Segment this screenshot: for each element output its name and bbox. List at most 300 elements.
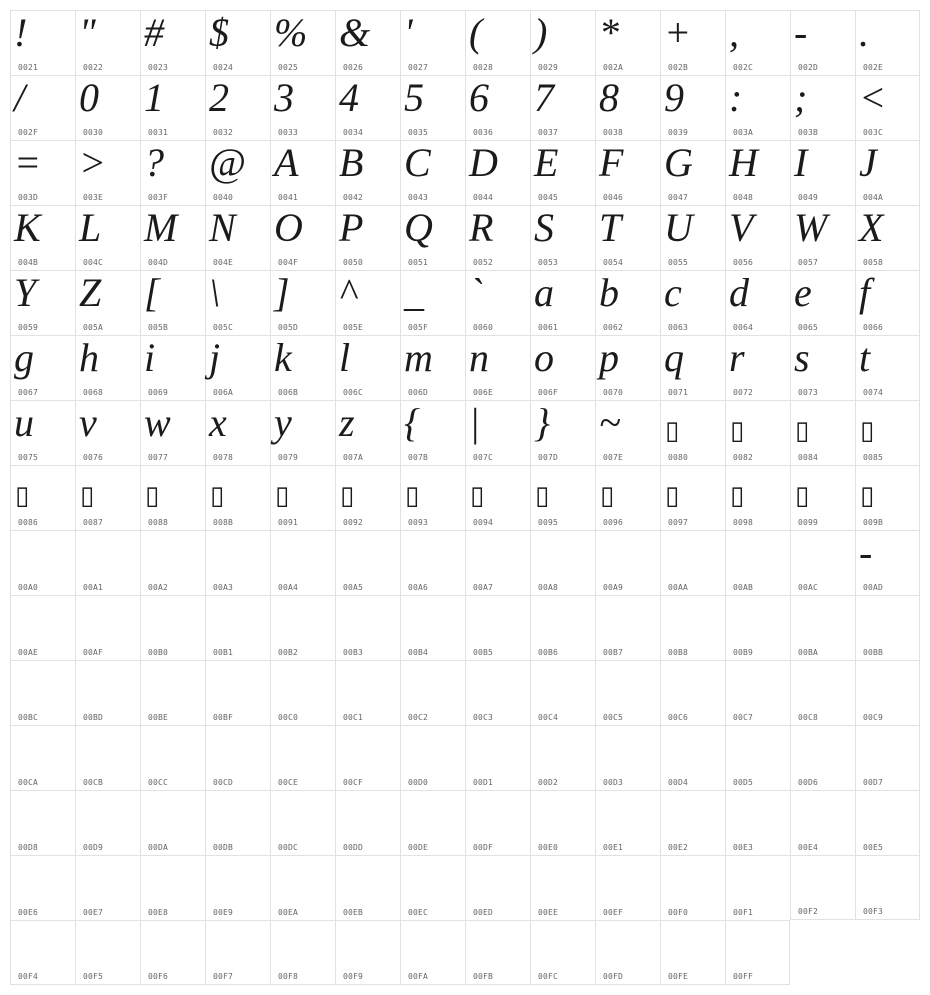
glyph-cell bbox=[205, 855, 270, 920]
glyph-code-label: 0051 bbox=[408, 258, 429, 267]
glyph-cell bbox=[270, 465, 335, 530]
glyph-code-label: 0056 bbox=[733, 258, 754, 267]
glyph-code-label: 00F9 bbox=[343, 972, 364, 981]
glyph-code-label: 00B6 bbox=[538, 648, 559, 657]
glyph-sample: R bbox=[469, 205, 494, 250]
glyph-code-label: 003D bbox=[18, 193, 39, 202]
glyph-cell bbox=[335, 530, 400, 595]
glyph-cell bbox=[855, 400, 920, 465]
glyph-sample: ▯ bbox=[275, 481, 290, 511]
glyph-code-label: 002D bbox=[798, 63, 819, 72]
glyph-cell bbox=[205, 790, 270, 855]
glyph-cell bbox=[725, 465, 790, 530]
glyph-cell bbox=[725, 270, 790, 335]
glyph-cell bbox=[10, 75, 75, 140]
glyph-code-label: 0088 bbox=[148, 518, 169, 527]
glyph-cell bbox=[790, 270, 855, 335]
glyph-code-label: 0037 bbox=[538, 128, 559, 137]
glyph-code-label: 005E bbox=[343, 323, 364, 332]
glyph-sample: P bbox=[339, 205, 364, 250]
glyph-cell bbox=[595, 270, 660, 335]
glyph-code-label: 00AC bbox=[798, 583, 819, 592]
glyph-code-label: 00E9 bbox=[213, 908, 234, 917]
glyph-code-label: 0068 bbox=[83, 388, 104, 397]
glyph-code-label: 006B bbox=[278, 388, 299, 397]
glyph-code-label: 00CD bbox=[213, 778, 234, 787]
glyph-sample: ▯ bbox=[15, 481, 30, 511]
glyph-cell bbox=[790, 530, 855, 595]
glyph-code-label: 0078 bbox=[213, 453, 234, 462]
glyph-sample: @ bbox=[209, 140, 246, 185]
glyph-sample: ▯ bbox=[665, 481, 680, 511]
glyph-cell bbox=[335, 10, 400, 75]
glyph-code-label: 004F bbox=[278, 258, 299, 267]
glyph-sample: D bbox=[469, 140, 498, 185]
glyph-sample: > bbox=[79, 140, 106, 185]
glyph-code-label: 00FF bbox=[733, 972, 754, 981]
glyph-code-label: 0043 bbox=[408, 193, 429, 202]
glyph-code-label: 0079 bbox=[278, 453, 299, 462]
glyph-cell bbox=[10, 205, 75, 270]
glyph-cell bbox=[465, 790, 530, 855]
glyph-cell bbox=[660, 400, 725, 465]
glyph-cell bbox=[400, 725, 465, 790]
glyph-cell bbox=[205, 595, 270, 660]
glyph-code-label: 004D bbox=[148, 258, 169, 267]
glyph-cell bbox=[530, 855, 595, 920]
glyph-sample: 9 bbox=[664, 75, 684, 120]
glyph-code-label: 00E1 bbox=[603, 843, 624, 852]
glyph-code-label: 00E0 bbox=[538, 843, 559, 852]
glyph-cell bbox=[530, 465, 595, 530]
glyph-code-label: 0095 bbox=[538, 518, 559, 527]
glyph-cell bbox=[75, 335, 140, 400]
glyph-cell bbox=[335, 855, 400, 920]
glyph-code-label: 00EB bbox=[343, 908, 364, 917]
glyph-cell bbox=[595, 205, 660, 270]
glyph-cell bbox=[725, 205, 790, 270]
glyph-cell bbox=[335, 790, 400, 855]
glyph-cell bbox=[335, 270, 400, 335]
glyph-cell bbox=[595, 400, 660, 465]
glyph-sample: z bbox=[339, 400, 355, 445]
glyph-cell bbox=[270, 75, 335, 140]
glyph-code-label: 0027 bbox=[408, 63, 429, 72]
glyph-sample: 2 bbox=[209, 75, 229, 120]
glyph-sample: i bbox=[144, 335, 156, 380]
glyph-code-label: 0041 bbox=[278, 193, 299, 202]
glyph-cell bbox=[725, 530, 790, 595]
glyph-sample: N bbox=[209, 205, 236, 250]
glyph-code-label: 00FD bbox=[603, 972, 624, 981]
glyph-sample: $ bbox=[209, 10, 229, 55]
glyph-cell bbox=[205, 335, 270, 400]
glyph-sample: 5 bbox=[404, 75, 424, 120]
glyph-code-label: 0055 bbox=[668, 258, 689, 267]
glyph-sample: < bbox=[859, 75, 886, 120]
glyph-code-label: 0094 bbox=[473, 518, 494, 527]
glyph-cell bbox=[855, 140, 920, 205]
glyph-code-label: 00EE bbox=[538, 908, 559, 917]
glyph-code-label: 0064 bbox=[733, 323, 754, 332]
glyph-code-label: 00DC bbox=[278, 843, 299, 852]
glyph-code-label: 0025 bbox=[278, 63, 299, 72]
glyph-cell bbox=[530, 790, 595, 855]
glyph-cell bbox=[400, 855, 465, 920]
glyph-sample: l bbox=[339, 335, 351, 380]
glyph-cell bbox=[75, 400, 140, 465]
glyph-cell bbox=[10, 855, 75, 920]
glyph-cell bbox=[205, 75, 270, 140]
glyph-cell bbox=[335, 920, 400, 985]
glyph-code-label: 0063 bbox=[668, 323, 689, 332]
glyph-cell bbox=[400, 920, 465, 985]
glyph-code-label: 0096 bbox=[603, 518, 624, 527]
glyph-cell bbox=[855, 725, 920, 790]
glyph-code-label: 0038 bbox=[603, 128, 624, 137]
glyph-sample: * bbox=[599, 10, 619, 55]
glyph-cell bbox=[595, 10, 660, 75]
glyph-sample: Q bbox=[404, 205, 433, 250]
glyph-sample: o bbox=[534, 335, 554, 380]
glyph-cell bbox=[10, 10, 75, 75]
glyph-sample: T bbox=[599, 205, 622, 250]
glyph-cell bbox=[75, 205, 140, 270]
glyph-cell bbox=[660, 660, 725, 725]
glyph-code-label: 0072 bbox=[733, 388, 754, 397]
glyph-sample: - bbox=[794, 10, 808, 55]
glyph-code-label: 0091 bbox=[278, 518, 299, 527]
glyph-cell bbox=[140, 205, 205, 270]
glyph-code-label: 0070 bbox=[603, 388, 624, 397]
glyph-code-label: 00D5 bbox=[733, 778, 754, 787]
glyph-cell bbox=[660, 790, 725, 855]
glyph-code-label: 003B bbox=[798, 128, 819, 137]
glyph-cell bbox=[335, 725, 400, 790]
glyph-cell bbox=[205, 400, 270, 465]
glyph-cell bbox=[530, 75, 595, 140]
glyph-cell bbox=[660, 595, 725, 660]
glyph-cell bbox=[530, 270, 595, 335]
glyph-sample: a bbox=[534, 270, 554, 315]
glyph-code-label: 0029 bbox=[538, 63, 559, 72]
glyph-cell bbox=[855, 530, 920, 595]
glyph-code-label: 0031 bbox=[148, 128, 169, 137]
glyph-cell bbox=[400, 75, 465, 140]
glyph-code-label: 00B8 bbox=[668, 648, 689, 657]
glyph-code-label: 00B7 bbox=[603, 648, 624, 657]
glyph-code-label: 00C2 bbox=[408, 713, 429, 722]
glyph-cell bbox=[725, 10, 790, 75]
glyph-sample: q bbox=[664, 335, 684, 380]
glyph-sample: d bbox=[729, 270, 749, 315]
glyph-sample: \ bbox=[209, 270, 221, 315]
glyph-code-label: 00EF bbox=[603, 908, 624, 917]
glyph-code-label: 003F bbox=[148, 193, 169, 202]
glyph-sample: J bbox=[859, 140, 877, 185]
glyph-cell bbox=[790, 335, 855, 400]
glyph-code-label: 007D bbox=[538, 453, 559, 462]
glyph-cell bbox=[530, 530, 595, 595]
glyph-cell bbox=[595, 75, 660, 140]
glyph-sample: _ bbox=[404, 270, 424, 315]
glyph-cell bbox=[595, 855, 660, 920]
glyph-code-label: 0054 bbox=[603, 258, 624, 267]
glyph-cell bbox=[75, 790, 140, 855]
glyph-cell bbox=[270, 140, 335, 205]
glyph-code-label: 00E4 bbox=[798, 843, 819, 852]
glyph-cell bbox=[10, 790, 75, 855]
glyph-cell bbox=[10, 465, 75, 530]
glyph-cell bbox=[595, 920, 660, 985]
glyph-cell bbox=[270, 725, 335, 790]
glyph-code-label: 0076 bbox=[83, 453, 104, 462]
glyph-code-label: 0048 bbox=[733, 193, 754, 202]
glyph-cell bbox=[725, 855, 790, 920]
glyph-cell bbox=[465, 530, 530, 595]
glyph-code-label: 0084 bbox=[798, 453, 819, 462]
glyph-cell bbox=[595, 530, 660, 595]
glyph-cell bbox=[790, 660, 855, 725]
glyph-code-label: 00BB bbox=[863, 648, 884, 657]
glyph-sample: ) bbox=[534, 10, 548, 55]
glyph-code-label: 002B bbox=[668, 63, 689, 72]
glyph-sample: u bbox=[14, 400, 34, 445]
glyph-code-label: 007A bbox=[343, 453, 364, 462]
glyph-cell bbox=[660, 335, 725, 400]
glyph-code-label: 0097 bbox=[668, 518, 689, 527]
glyph-cell bbox=[335, 660, 400, 725]
glyph-sample: O bbox=[274, 205, 303, 250]
glyph-sample: b bbox=[599, 270, 619, 315]
glyph-code-label: 0040 bbox=[213, 193, 234, 202]
glyph-cell bbox=[660, 855, 725, 920]
glyph-sample: ▯ bbox=[405, 481, 420, 511]
glyph-code-label: 00A1 bbox=[83, 583, 104, 592]
glyph-sample: | bbox=[469, 400, 480, 445]
glyph-code-label: 0023 bbox=[148, 63, 169, 72]
glyph-cell bbox=[660, 920, 725, 985]
glyph-cell bbox=[75, 920, 140, 985]
glyph-sample: W bbox=[794, 205, 828, 250]
glyph-cell bbox=[75, 595, 140, 660]
glyph-cell bbox=[140, 400, 205, 465]
glyph-code-label: 00A2 bbox=[148, 583, 169, 592]
glyph-sample: ▯ bbox=[860, 481, 875, 511]
glyph-cell bbox=[660, 530, 725, 595]
glyph-cell bbox=[595, 725, 660, 790]
glyph-sample: h bbox=[79, 335, 99, 380]
glyph-code-label: 00D0 bbox=[408, 778, 429, 787]
glyph-cell bbox=[595, 790, 660, 855]
glyph-code-label: 002E bbox=[863, 63, 884, 72]
glyph-code-label: 00CB bbox=[83, 778, 104, 787]
glyph-code-label: 0028 bbox=[473, 63, 494, 72]
glyph-sample: ▯ bbox=[145, 481, 160, 511]
glyph-code-label: 0033 bbox=[278, 128, 299, 137]
glyph-sample: ~ bbox=[599, 400, 621, 445]
glyph-code-label: 00E6 bbox=[18, 908, 39, 917]
glyph-cell bbox=[530, 400, 595, 465]
glyph-sample: w bbox=[144, 400, 171, 445]
glyph-code-label: 00D4 bbox=[668, 778, 689, 787]
glyph-code-label: 00B1 bbox=[213, 648, 234, 657]
glyph-code-label: 00AB bbox=[733, 583, 754, 592]
glyph-code-label: 0053 bbox=[538, 258, 559, 267]
glyph-cell bbox=[400, 790, 465, 855]
glyph-code-label: 0058 bbox=[863, 258, 884, 267]
glyph-sample: t bbox=[859, 335, 871, 380]
glyph-cell bbox=[595, 465, 660, 530]
glyph-sample: ▯ bbox=[535, 481, 550, 511]
glyph-code-label: 0039 bbox=[668, 128, 689, 137]
glyph-code-label: 00BC bbox=[18, 713, 39, 722]
glyph-code-label: 00B0 bbox=[148, 648, 169, 657]
glyph-sample: } bbox=[534, 400, 550, 445]
glyph-code-label: 00E7 bbox=[83, 908, 104, 917]
glyph-cell bbox=[140, 855, 205, 920]
glyph-cell bbox=[335, 595, 400, 660]
glyph-sample: 3 bbox=[274, 75, 294, 120]
glyph-cell bbox=[855, 270, 920, 335]
glyph-cell bbox=[10, 530, 75, 595]
glyph-code-label: 00EA bbox=[278, 908, 299, 917]
glyph-cell bbox=[140, 725, 205, 790]
glyph-cell bbox=[205, 660, 270, 725]
glyph-sample: 8 bbox=[599, 75, 619, 120]
glyph-code-label: 00ED bbox=[473, 908, 494, 917]
glyph-cell bbox=[205, 530, 270, 595]
glyph-code-label: 0047 bbox=[668, 193, 689, 202]
glyph-sample: r bbox=[729, 335, 745, 380]
glyph-code-label: 00F3 bbox=[863, 907, 884, 916]
glyph-cell bbox=[855, 790, 920, 855]
glyph-code-label: 0035 bbox=[408, 128, 429, 137]
glyph-sample: B bbox=[339, 140, 364, 185]
glyph-cell bbox=[790, 595, 855, 660]
glyph-sample: 4 bbox=[339, 75, 359, 120]
glyph-code-label: 00AE bbox=[18, 648, 39, 657]
glyph-cell bbox=[725, 400, 790, 465]
glyph-cell bbox=[335, 205, 400, 270]
glyph-code-label: 0050 bbox=[343, 258, 364, 267]
glyph-code-label: 008B bbox=[213, 518, 234, 527]
glyph-code-label: 00F0 bbox=[668, 908, 689, 917]
glyph-cell bbox=[660, 10, 725, 75]
glyph-code-label: 003C bbox=[863, 128, 884, 137]
glyph-code-label: 0022 bbox=[83, 63, 104, 72]
glyph-cell bbox=[595, 140, 660, 205]
glyph-sample: V bbox=[729, 205, 754, 250]
glyph-code-label: 009B bbox=[863, 518, 884, 527]
glyph-sample: x bbox=[209, 400, 227, 445]
glyph-cell bbox=[400, 465, 465, 530]
glyph-code-label: 0044 bbox=[473, 193, 494, 202]
glyph-code-label: 0077 bbox=[148, 453, 169, 462]
glyph-sample: ▯ bbox=[860, 416, 875, 446]
glyph-code-label: 005F bbox=[408, 323, 429, 332]
glyph-code-label: 00FB bbox=[473, 972, 494, 981]
glyph-code-label: 00A8 bbox=[538, 583, 559, 592]
glyph-sample: k bbox=[274, 335, 292, 380]
glyph-sample: ▯ bbox=[340, 481, 355, 511]
glyph-sample: G bbox=[664, 140, 693, 185]
glyph-cell bbox=[270, 205, 335, 270]
glyph-cell bbox=[530, 10, 595, 75]
glyph-sample: g bbox=[14, 335, 34, 380]
glyph-sample: ] bbox=[274, 270, 290, 315]
glyph-code-label: 00B4 bbox=[408, 648, 429, 657]
glyph-sample: F bbox=[599, 140, 624, 185]
glyph-code-label: 0067 bbox=[18, 388, 39, 397]
glyph-cell bbox=[400, 205, 465, 270]
glyph-code-label: 00A3 bbox=[213, 583, 234, 592]
glyph-code-label: 0057 bbox=[798, 258, 819, 267]
glyph-cell bbox=[725, 920, 790, 985]
glyph-cell bbox=[400, 595, 465, 660]
glyph-cell bbox=[725, 335, 790, 400]
glyph-code-label: 005C bbox=[213, 323, 234, 332]
glyph-cell bbox=[75, 270, 140, 335]
glyph-sample: : bbox=[729, 75, 743, 120]
glyph-code-label: 005D bbox=[278, 323, 299, 332]
glyph-cell bbox=[855, 335, 920, 400]
glyph-cell bbox=[140, 10, 205, 75]
glyph-cell bbox=[855, 75, 920, 140]
glyph-code-label: 00A7 bbox=[473, 583, 494, 592]
glyph-cell bbox=[140, 270, 205, 335]
glyph-cell bbox=[400, 660, 465, 725]
glyph-sample: S bbox=[534, 205, 554, 250]
glyph-code-label: 007C bbox=[473, 453, 494, 462]
glyph-cell bbox=[205, 140, 270, 205]
glyph-cell bbox=[465, 920, 530, 985]
glyph-code-label: 00C9 bbox=[863, 713, 884, 722]
glyph-cell bbox=[10, 270, 75, 335]
glyph-code-label: 0061 bbox=[538, 323, 559, 332]
glyph-code-label: 00AF bbox=[83, 648, 104, 657]
glyph-code-label: 004A bbox=[863, 193, 884, 202]
glyph-sample: ^ bbox=[339, 270, 356, 315]
glyph-sample: ` bbox=[469, 270, 483, 315]
glyph-cell bbox=[465, 75, 530, 140]
glyph-cell bbox=[75, 140, 140, 205]
glyph-cell bbox=[10, 140, 75, 205]
glyph-sample: 1 bbox=[144, 75, 164, 120]
glyph-code-label: 00DA bbox=[148, 843, 169, 852]
glyph-code-label: 00E8 bbox=[148, 908, 169, 917]
glyph-cell bbox=[465, 855, 530, 920]
glyph-code-label: 0059 bbox=[18, 323, 39, 332]
glyph-grid bbox=[10, 10, 920, 985]
glyph-code-label: 002C bbox=[733, 63, 754, 72]
glyph-cell bbox=[725, 595, 790, 660]
glyph-cell bbox=[790, 10, 855, 75]
glyph-cell bbox=[140, 530, 205, 595]
glyph-code-label: 0098 bbox=[733, 518, 754, 527]
glyph-cell bbox=[790, 790, 855, 855]
glyph-cell bbox=[205, 205, 270, 270]
glyph-code-label: 0071 bbox=[668, 388, 689, 397]
glyph-sample: = bbox=[14, 140, 41, 185]
glyph-code-label: 00B5 bbox=[473, 648, 494, 657]
glyph-code-label: 0036 bbox=[473, 128, 494, 137]
glyph-code-label: 0066 bbox=[863, 323, 884, 332]
glyph-code-label: 0099 bbox=[798, 518, 819, 527]
glyph-code-label: 0049 bbox=[798, 193, 819, 202]
glyph-cell bbox=[205, 465, 270, 530]
glyph-code-label: 006D bbox=[408, 388, 429, 397]
